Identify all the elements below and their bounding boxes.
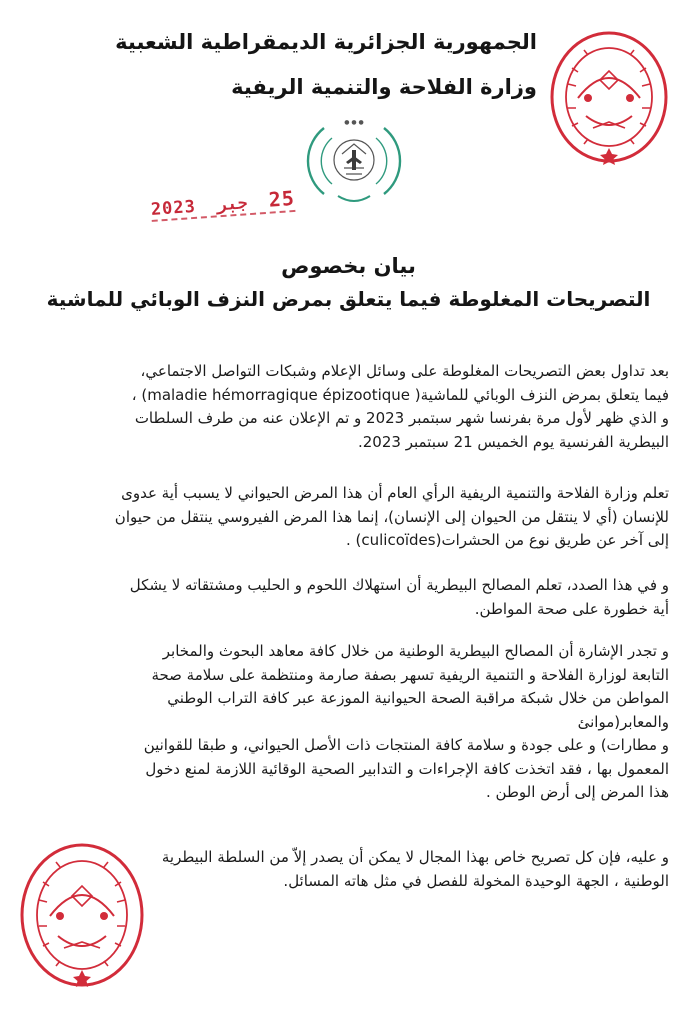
paragraph-line: أية خطورة على صحة المواطن. [474,599,669,618]
paragraph-line: و في هذا الصدد، تعلم المصالح البيطرية أن استهلاك اللحوم و الحليب ومشتقاته لا يشكل [129,576,669,594]
ministry-emblem-icon [302,108,406,216]
date-stamp [150,186,296,222]
header-ministry: وزارة الفلاحة والتنمية الريفية [231,75,537,99]
paragraph-line: المعمول بها ، فقد اتخذت كافة الإجراءات و التدابير الصحية الوقائية اللازمة لمنع دخول [145,759,669,778]
paragraph-line: إلى آخر عن طريق نوع من الحشرات(culicoïdes) . [345,531,669,549]
paragraph-line: تعلم وزارة الفلاحة والتنمية الريفية الرأي العام أن هذا المرض الحيواني لا يسبب أية عدوى [121,484,669,502]
subject-title: بيان بخصوص [281,254,416,278]
date-stamp-day: 25 [267,185,296,212]
paragraph-line: والمعابر(موانئ [577,712,669,731]
paragraph-line: هذا المرض إلى أرض الوطن . [485,783,669,801]
paragraph-line: التابعة لوزارة الفلاحة و التنمية الريفية تسهر بصفة صارمة ومنتظمة على سلامة صحة [151,665,669,684]
official-seal-bottom-icon [18,840,146,990]
paragraph-line: فيما يتعلق بمرض النزف الوبائي للماشية( maladie hémorragique épizootique) ، [131,385,669,404]
paragraph-4 [32,640,669,805]
date-stamp-month: جبر [216,193,249,216]
paragraph-2 [32,482,669,553]
paragraph-line: المواطن من خلال شبكة مراقبة الصحة الحيوانية الموزعة عبر كافة التراب الوطني [167,689,669,707]
header-republic: الجمهورية الجزائرية الديمقراطية الشعبية [115,30,537,54]
paragraph-line: و عليه، فإن كل تصريح خاص بهذا المجال لا يمكن أن يصدر إلاّ من السلطة البيطرية [161,848,669,866]
date-stamp-year: 2023 [150,196,197,220]
paragraph-line: الوطنية ، الجهة الوحيدة المخولة للفصل في مثل هاته المسائل. [283,871,669,890]
paragraph-1 [32,360,669,454]
svg-text:● ● ●: ● ● ● [344,119,364,126]
paragraph-line: و الذي ظهر لأول مرة بفرنسا شهر سبتمبر 2023 و تم الإعلان عنه من طرف السلطات [134,409,669,427]
official-seal-top-icon [548,28,670,166]
paragraph-line: البيطرية الفرنسية يوم الخميس 21 سبتمبر 2023. [357,432,669,451]
paragraph-line: بعد تداول بعض التصريحات المغلوطة على وسائل الإعلام وشبكات التواصل الاجتماعي، [140,362,669,380]
paragraph-line: و مطارات) و على جودة و سلامة كافة المنتجات ذات الأصل الحيواني، و طبقا للقوانين [143,736,669,754]
paragraph-line: و تجدر الإشارة أن المصالح البيطرية الوطنية من خلال كافة معاهد البحوث والمخابر [162,642,669,660]
paragraph-line: للإنسان (أي لا ينتقل من الحيوان إلى الإنسان)، إنما هذا المرض الفيروسي ينتقل من حيوان [114,507,669,526]
paragraph-3 [32,574,669,621]
subject-heading: التصريحات المغلوطة فيما يتعلق بمرض النزف الوبائي للماشية [46,287,651,311]
